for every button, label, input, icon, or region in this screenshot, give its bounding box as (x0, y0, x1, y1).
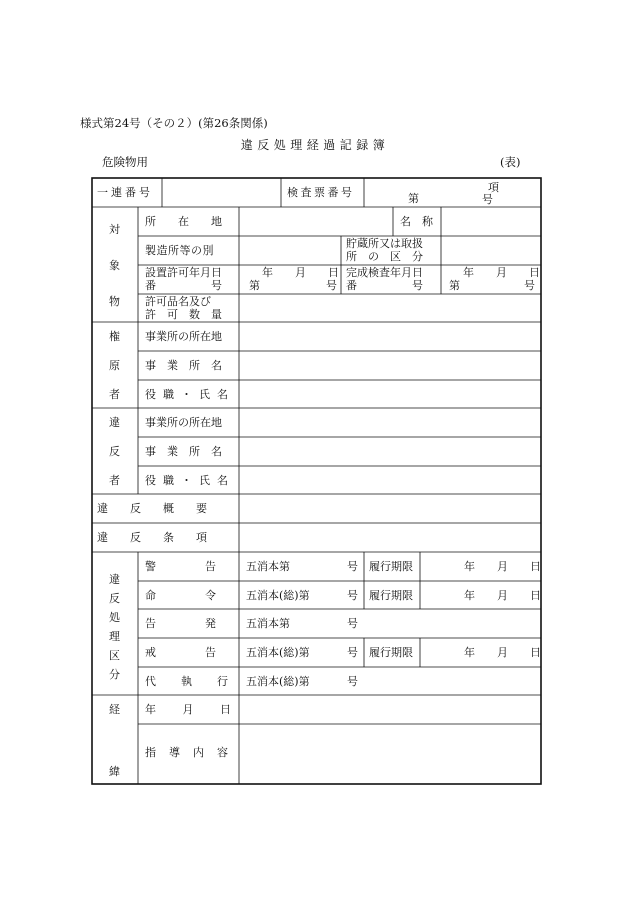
inspection-gou: 号 (482, 193, 493, 206)
violator-office-location: 事業所の所在地 (145, 416, 222, 429)
completion-number-dai: 第 (449, 279, 460, 292)
order-deadline-label: 履行期限 (369, 589, 413, 602)
item-label-2: 許 可 数 量 (145, 308, 222, 321)
violation-clause-label: 違 反 条 項 (97, 531, 207, 544)
completion-number-gou: 号 (524, 279, 535, 292)
execution-ref: 五消本(総)第 (246, 675, 310, 688)
warning-ref: 五消本第 (246, 560, 290, 573)
order-ref-gou: 号 (347, 589, 358, 602)
order-ref: 五消本(総)第 (246, 589, 310, 602)
location-label: 所 在 地 (145, 215, 222, 228)
processing-char-2: 反 (109, 592, 120, 605)
violation-summary-label: 違 反 概 要 (97, 502, 207, 515)
page-title: 違反処理経過記録簿 (240, 138, 390, 152)
inspection-kou: 項 (488, 181, 499, 194)
name-label: 名 称 (400, 215, 433, 228)
violator-char-1: 違 (109, 416, 120, 429)
progress-char-1: 経 (109, 703, 120, 716)
notice-ref-gou: 号 (347, 617, 358, 630)
inspection-dai: 第 (408, 192, 419, 205)
owner-role-name: 役職・氏名 (145, 388, 235, 401)
form-number: 様式第24号（その２）(第26条関係) (80, 116, 268, 130)
violator-char-3: 者 (109, 474, 120, 487)
serial-number-label: 一連番号 (97, 186, 153, 199)
inspection-number-label: 検査票番号 (287, 186, 355, 199)
target-char-3: 物 (109, 295, 120, 308)
processing-char-5: 区 (109, 649, 120, 662)
category-label: 危険物用 (102, 155, 148, 169)
progress-date-label: 年 月 日 (145, 703, 233, 716)
violator-char-2: 反 (109, 445, 120, 458)
notice-ref: 五消本第 (246, 617, 290, 630)
violator-office-name: 事 業 所 名 (145, 445, 222, 458)
notice-label: 告 発 (145, 617, 217, 630)
side-label: (表) (500, 155, 521, 169)
processing-char-1: 違 (109, 573, 120, 586)
caution-label: 戒 告 (145, 646, 217, 659)
permit-number-dai: 第 (249, 279, 260, 292)
permit-date-ymd: 年 月 日 (262, 266, 339, 279)
facility-type-label: 製造所等の別 (145, 244, 214, 257)
order-label: 命 令 (145, 589, 217, 602)
item-label-1: 許可品名及び (145, 295, 211, 308)
guidance-label: 指 導 内 容 (145, 746, 229, 759)
target-char-1: 対 (109, 223, 120, 236)
completion-date-label-1: 完成検査年月日 (346, 266, 423, 279)
owner-office-name: 事 業 所 名 (145, 359, 222, 372)
owner-office-location: 事業所の所在地 (145, 330, 222, 343)
progress-char-2: 緯 (109, 765, 120, 778)
processing-char-6: 分 (109, 668, 120, 681)
violator-role-name: 役職・氏名 (145, 474, 235, 487)
warning-ref-gou: 号 (347, 560, 358, 573)
target-char-2: 象 (109, 259, 120, 272)
caution-ref-gou: 号 (347, 646, 358, 659)
caution-deadline-label: 履行期限 (369, 646, 413, 659)
processing-char-3: 処 (109, 611, 120, 624)
caution-deadline-date: 年 月 日 (464, 646, 541, 659)
completion-date-label-2: 番 号 (346, 279, 423, 292)
completion-date-ymd: 年 月 日 (463, 266, 540, 279)
permit-number-gou: 号 (326, 279, 337, 292)
execution-ref-gou: 号 (347, 675, 358, 688)
processing-char-4: 理 (109, 630, 120, 643)
permit-date-label-2: 番 号 (145, 279, 222, 292)
storage-type-label-1: 貯蔵所又は取扱 (346, 237, 423, 250)
execution-label: 代 執 行 (145, 675, 229, 688)
warning-deadline-label: 履行期限 (369, 560, 413, 573)
order-deadline-date: 年 月 日 (464, 589, 541, 602)
warning-deadline-date: 年 月 日 (464, 560, 541, 573)
owner-char-1: 権 (109, 330, 120, 343)
storage-type-label-2: 所 の 区 分 (346, 250, 423, 263)
permit-date-label-1: 設置許可年月日 (145, 266, 222, 279)
owner-char-2: 原 (109, 359, 120, 372)
caution-ref: 五消本(総)第 (246, 646, 310, 659)
owner-char-3: 者 (109, 388, 120, 401)
warning-label: 警 告 (145, 560, 217, 573)
